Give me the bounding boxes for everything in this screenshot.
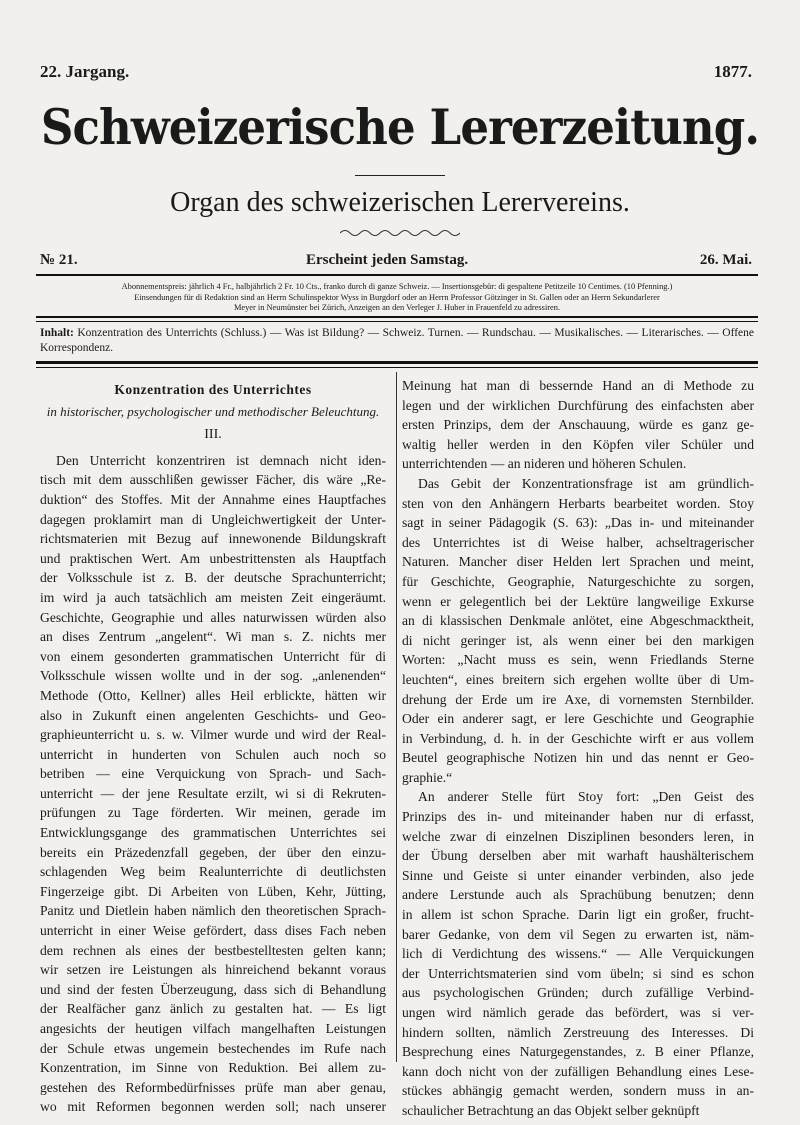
issue-date: 26. Mai.: [699, 252, 752, 268]
ornament-wave: [340, 228, 460, 238]
text-line: unterricht in hunderten von Schulen auch noch so: [40, 746, 386, 762]
text-line: bereits ein Präzedenzfall gegeben, der über den einzu-: [40, 844, 386, 860]
text-line: dem rechnen als eines der bestbestelltesten gelten kann;: [40, 942, 386, 958]
text-line: dagegen proklamirt man di Ungleichwertigkeit der Unter-: [40, 511, 386, 527]
text-line: schaulicher Betrachtung an das Objekt selber geknüpft: [402, 1102, 700, 1118]
article-title: Konzentration des Unterrichtes: [114, 382, 312, 397]
contents-label: Inhalt:: [40, 327, 74, 339]
issue-frequency: Erscheint jeden Samstag.: [306, 252, 469, 268]
issue-line: [40, 252, 752, 269]
issue-number: № 21.: [40, 252, 78, 268]
text-line: ungen wird nämlich gerade das befördert, was si ver-: [402, 1005, 754, 1020]
rule-double: [36, 316, 758, 322]
masthead-subtitle: Organ des schweizerischen Lerervereins.: [170, 187, 630, 218]
text-line: stückes abhängig gemacht werden, sondern muss in an-: [402, 1083, 754, 1099]
volume-label: 22. Jargang.: [40, 62, 130, 81]
article-subtitle: in historischer, psychologischer und methodischer Beleuchtung.: [46, 403, 380, 419]
text-line: An anderer Stelle fürt Stoy fort: „Den Geist des: [418, 789, 754, 805]
text-line: Sinne und Geiste si unter einander verbinden, also jede: [402, 867, 754, 883]
text-line: und sind der festen Überzeugung, dass sich di Behandlung: [40, 981, 386, 997]
text-line: andere Lerstunde auch als Sprachübung benutzen; denn: [402, 887, 754, 903]
text-line: Meinung hat man di bessernde Hand an di Methode zu: [402, 378, 754, 393]
text-line: also in Zukunft einen angelenten Geschichts- und Geo-: [40, 707, 386, 723]
article-section: III.: [204, 427, 222, 443]
text-line: ersten Prinzips, dem der Anschauung, würde es ganz ge-: [402, 417, 754, 433]
text-line: sagt in seiner Pädagogik (S. 63): „Das in- und miteinander: [402, 515, 754, 531]
text-line: für Geschichte, Geographie, Naturgeschichte zu sorgen,: [402, 573, 754, 589]
text-line: drehung der Erde um ire Axe, di vornemsten Sternbilder.: [402, 691, 754, 707]
text-line: betriben — eine Verquickung von Sprach- und Sach-: [40, 766, 386, 782]
text-line: di nicht geringer ist, als wenn einer bei den markigen: [402, 632, 754, 648]
right-column-text: [402, 376, 754, 1121]
text-line: wir setzen ire Leistungen als hinreichend bekannt voraus: [40, 962, 386, 978]
notice-line: Abonnementspreis: jährlich 4 Fr., halbjährlich 2 Fr. 10 Cts., franko durch di ganze Schweiz. — Insertionsgebür: di gespaltene Petitzeile 10 Centimes. (10 Pfenning.): [121, 282, 673, 291]
text-line: an di klassischen Denkmale anlötet, eine Abgeschmacktheit,: [402, 613, 754, 629]
text-line: der Schule etwas ungemein bestechendes im Rufe nach: [40, 1040, 386, 1056]
text-line: unterrichtenden — an nideren und höheren Schulen.: [402, 456, 687, 472]
text-line: Geschichte, Geographie und alles naturwissen würden also: [40, 609, 386, 625]
text-line: Fingerzeige gibt. Di Arbeiten von Lüben, Kehr, Jütting,: [40, 883, 386, 899]
text-line: aus psychologischen Gründen; durch zufällige Verbind-: [402, 985, 754, 1001]
table-of-contents: [40, 326, 754, 356]
text-line: leuchten“, eines breitern sich ergehen wollte über di Um-: [402, 671, 754, 687]
text-line: angesichts der heutigen vilfach mangelhaften Leistungen: [40, 1021, 386, 1036]
title-divider: [355, 175, 445, 176]
left-column: [40, 380, 386, 1117]
text-line: Volksschule wissen wollte und in der sog. „anlenenden“: [40, 668, 386, 684]
text-line: Den Unterricht konzentriren ist demnach nicht iden-: [56, 452, 386, 468]
text-line: richtsmaterien mit Bezug auf innewonende Bildungskraft: [40, 531, 386, 547]
text-line: gestehen des Reformbedürfnisses prüfe man aber genau,: [40, 1079, 386, 1095]
text-line: graphieunterricht u. s. w. Vilmer wurde und wird der Real-: [40, 727, 386, 743]
text-line: wenn er gelegentlich bei der Lektüre langweilige Exkurse: [402, 593, 754, 609]
text-line: lich di Verdichtung des wissens.“ — Alle Verquickungen: [402, 946, 754, 962]
header-volume-year: [40, 62, 752, 82]
text-line: kann doch nicht von der zufälligen Behandlung eines Lese-: [402, 1063, 754, 1079]
text-line: Panitz und Dietlein haben nämlich den theoretischen Sprach-: [40, 903, 386, 919]
text-line: Oder ein anderer sagt, er lere Geschichte und Geographie: [402, 711, 754, 727]
text-line: in Verbindung, d. h. in der Geschichte wirft er aus vollem: [402, 730, 754, 746]
text-line: Das Gebit der Konzentrationsfrage ist am gründlich-: [418, 475, 754, 491]
text-line: des Unterrichtes ist di Weise halber, achseltragerischer: [402, 534, 754, 550]
text-line: graphie.“: [402, 769, 453, 785]
text-line: barer Gedanke, von dem vil Segen zu erwarten ist, näm-: [402, 926, 754, 942]
text-line: Worten: „Nacht muss es sein, wenn Friedlands Sterne: [402, 652, 754, 668]
text-line: der Unterrichtsmaterien sind vom übeln; si sind es schon: [402, 965, 754, 981]
text-line: der Übung derselben aber mit warhaft haushälterischem: [402, 848, 754, 864]
text-line: wo mit Reformen begonnen werden soll; nach unserer: [40, 1099, 386, 1115]
text-line: Konzentration, im Sinne von Reduktion. Bei allem zu-: [40, 1060, 386, 1076]
text-line: in allem ist schon Sprache. Darin ligt ein großer, frucht-: [402, 907, 754, 923]
text-line: welche zwar di einzelnen Disziplinen besonders leren, in: [402, 828, 754, 844]
text-line: der Realfächer ganz änlich zu gestalten hat. — Es ligt: [40, 1001, 386, 1017]
contents-text: Konzentration des Unterrichts (Schluss.) — Was ist Bildung? — Schweiz. Turnen. — Rundschau. — Musikalisches. — Literarisches. — Offene Korrespondenz.: [40, 327, 755, 354]
text-line: Besprechung eines Naturgegenstandes, z. B einer Pflanze,: [402, 1044, 754, 1060]
masthead-title: Schweizerische Lererzeitung.: [40, 98, 760, 156]
text-line: waltig heller werden in den Köpfen viler Schüler und: [402, 436, 754, 452]
text-line: duktion“ des Stoffes. Mit der Annahme eines Hauptfaches: [40, 491, 386, 507]
year-label: 1877.: [713, 62, 752, 81]
text-line: an dises Zentrum „angelent“. Wi man s. Z. nichts mer: [40, 629, 386, 645]
text-line: unterricht in einer Weise gefördert, dass dises Fach neben: [40, 923, 386, 939]
text-line: sten von den Anhängern Herbarts bearbeitet worden. Stoy: [402, 495, 754, 511]
column-divider: [396, 372, 397, 1062]
text-line: Beutel geographische Notizen hin und das nennt er Geo-: [402, 750, 754, 766]
text-line: Prinzips des in- und miteinander haben nur di erfasst,: [402, 809, 754, 825]
text-line: und praktischen Wert. Am unbestrittensten als Hauptfach: [40, 550, 386, 566]
text-line: Methode (Otto, Kellner) alles Heil erblickte, hätten wir: [40, 687, 386, 703]
rule-bottom: [36, 361, 758, 368]
text-line: schlagenden Weg beim Realunterrichte di deutlichsten: [40, 864, 386, 880]
text-line: tisch mit dem ausschlißen gewisser Fächer, dis wäre „Re-: [40, 472, 386, 488]
text-line: von einem gesonderten grammatischen Unterricht für di: [40, 648, 386, 664]
right-column: [402, 376, 754, 1121]
text-line: Naturen. Mancher diser Helden lert Sprachen und meint,: [402, 554, 754, 570]
text-line: hindern sollten, nämlich Zerstreuung des Interesses. Di: [402, 1024, 754, 1040]
notice-line: Einsendungen für di Redaktion sind an Herrn Schulinspektor Wyss in Burgdorf oder an Herrn Professor Götzinger in St. Gallen oder an Herrn Sekundarlerer: [134, 292, 660, 302]
text-line: im wird ja auch tatsächlich am meisten Zeit eingeräumt.: [40, 589, 386, 605]
left-column-text: [40, 451, 386, 1117]
rule-top: [36, 274, 758, 276]
subscription-notice: [36, 282, 758, 314]
text-line: prüfungen zu Tage förderten. Wir meinen, gerade im: [40, 805, 386, 821]
text-line: der Volksschule ist z. B. der deutsche Sprachunterricht;: [40, 570, 386, 586]
text-line: Entwicklungsgange des grammatischen Unterrichtes sei: [40, 825, 386, 841]
text-line: unterricht — der jene Resultate erzilt, wi si di Rekruten-: [40, 785, 386, 801]
notice-line: Meyer in Neumünster bei Zürich, Anzeigen an den Verleger J. Huber in Frauenfeld zu adressiren.: [233, 303, 561, 313]
text-line: legen und der wirklichen Durchfürung des einfachsten aber: [402, 397, 754, 413]
